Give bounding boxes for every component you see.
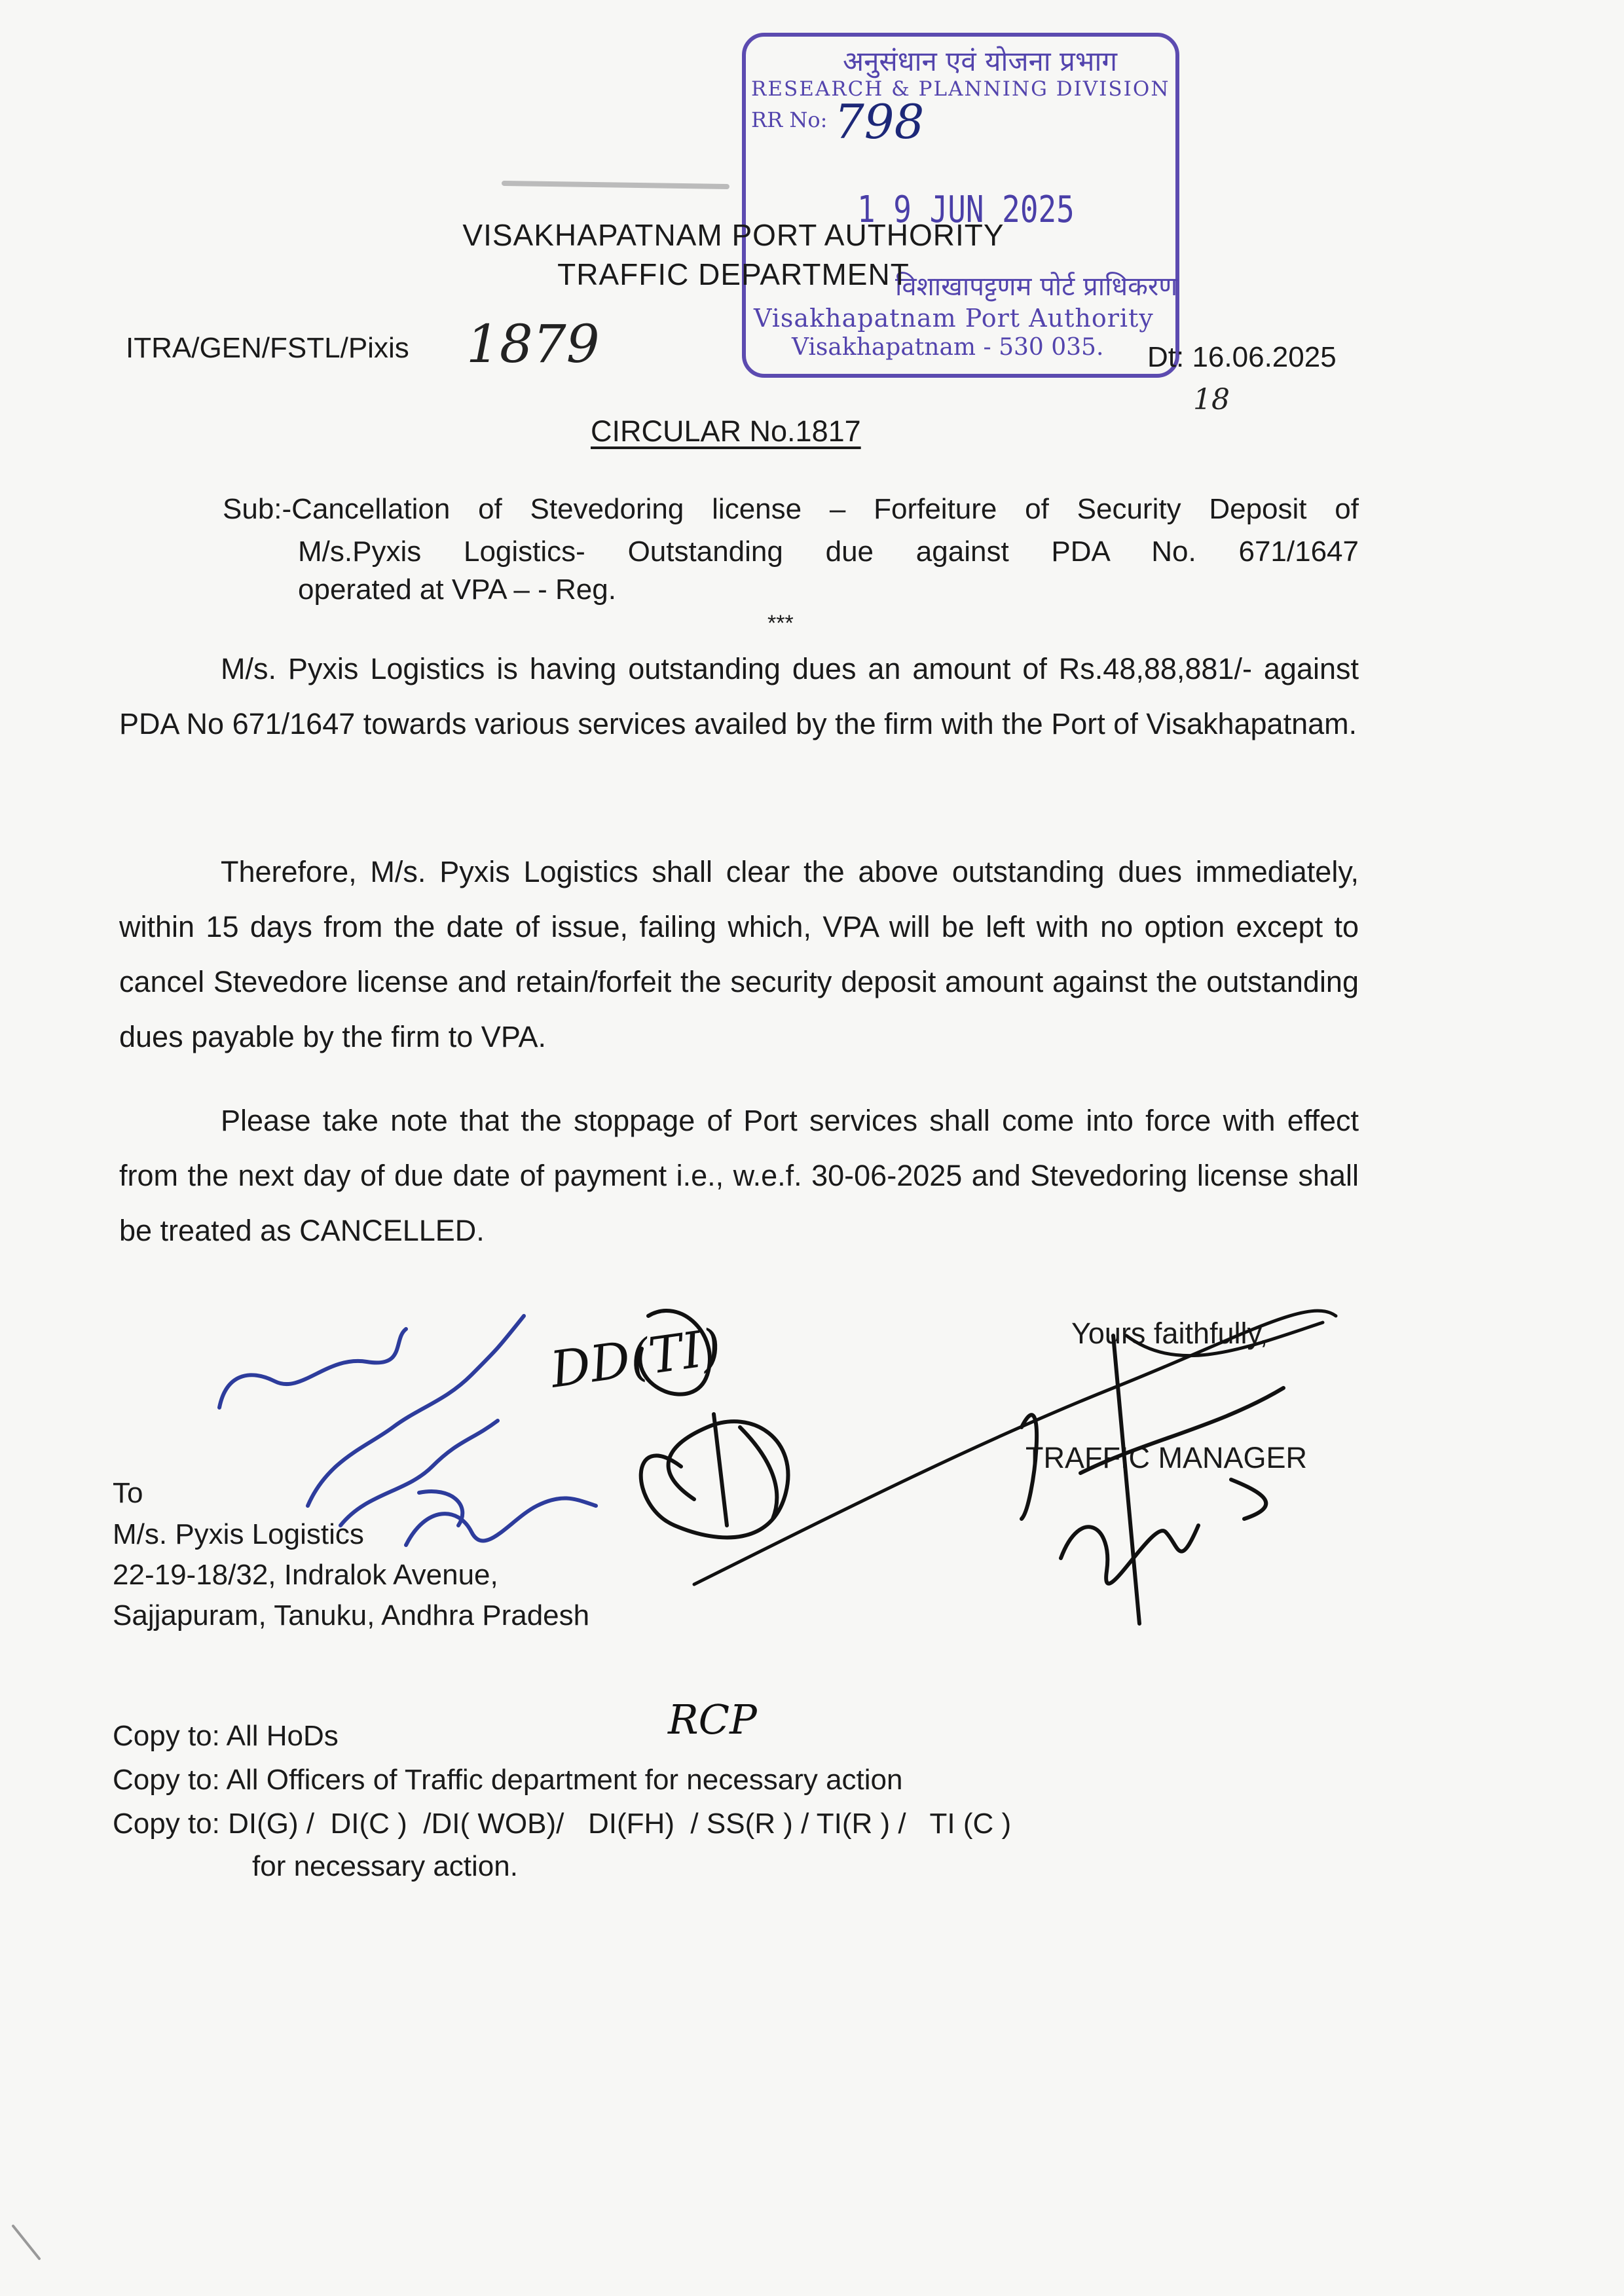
blue-remark-1 (219, 1329, 406, 1408)
to-label: To (113, 1477, 143, 1509)
closing-salutation: Yours faithfully, (1071, 1317, 1268, 1350)
signatory-designation: TRAFFIC MANAGER (1025, 1441, 1308, 1474)
paragraph-outstanding-dues: M/s. Pyxis Logistics is having outstanding dues an amount of Rs.48,88,881/- against PDA No 671/1647 towards various services availed by the firm with the Port of Visakhapatnam. (119, 652, 1359, 740)
addressee-name: M/s. Pyxis Logistics (113, 1518, 364, 1550)
blue-remark-4 (406, 1498, 596, 1545)
stamp-received-date: 1 9 JUN 2025 (857, 189, 1075, 231)
paragraph-clear-dues: Therefore, M/s. Pyxis Logistics shall clear the above outstanding dues immediately, within 15 days from the date of issue, failing which, VPA will be left with no option except to cancel Stevedore license and retain/forfeit the security deposit amount against the outstanding dues payable by the firm to VPA. (119, 855, 1359, 1053)
blue-remark-3 (341, 1421, 498, 1525)
stamp-authority-line: Visakhapatnam Port Authority (754, 304, 1154, 333)
circular-date (1147, 340, 1337, 375)
addressee-address-2: Sajjapuram, Tanuku, Andhra Pradesh (113, 1599, 590, 1631)
addressee-address-1: 22-19-18/32, Indralok Avenue, (113, 1559, 498, 1591)
corner-mark (13, 2226, 39, 2259)
stamp-rr-number: 798 (834, 94, 925, 149)
organization-heading: VISAKHAPATNAM PORT AUTHORITY (462, 218, 1005, 252)
copy-to-hods: Copy to: All HoDs (113, 1720, 339, 1752)
subject-line-2: M/s.Pyxis Logistics- Outstanding due against PDA No. 671/1647 (298, 536, 1359, 568)
separator: *** (767, 611, 794, 636)
file-reference: ITRA/GEN/FSTL/Pixis (126, 332, 409, 364)
stamp-division-line: RESEARCH & PLANNING DIVISION (751, 77, 1170, 101)
stamp-address-line: Visakhapatnam - 530 035. (792, 334, 1104, 361)
stamp-rr-label: RR No: (751, 107, 828, 132)
handwritten-rcp: RCP (668, 1696, 757, 1743)
handwritten-dd-note: DD(TI) (547, 1317, 725, 1399)
copy-to-divisions: Copy to: DI(G) / DI(C ) /DI( WOB)/ DI(FH) / SS(R ) / TI(R ) / TI (C ) (113, 1808, 1012, 1840)
top-margin-mark (504, 183, 727, 187)
initials-strokes (714, 1414, 777, 1525)
paragraph-stoppage-notice: Please take note that the stoppage of Port services shall come into force with effect from the next day of due date of payment i.e., w.e.f. 30-06-2025 and Stevedoring license shall be treated as CANCELLED. (119, 1104, 1359, 1247)
tm-signature (1022, 1336, 1283, 1624)
blue-remark-2 (308, 1316, 524, 1506)
date-day: 16 (1192, 341, 1225, 373)
stamp-hindi-authority: विशाखापट्टणम पोर्ट प्राधिकरण (895, 272, 1178, 302)
received-stamp (742, 33, 1179, 378)
copy-to-action-note: for necessary action. (252, 1850, 518, 1882)
subject-line-3: operated at VPA – - Reg. (298, 574, 616, 606)
initials-circle (641, 1421, 788, 1537)
handwritten-date-correction: 18 (1193, 383, 1230, 416)
stamp-hindi-line: अनुसंधान एवं योजना प्रभाग (843, 45, 1117, 77)
circular-title: CIRCULAR No.1817 (591, 414, 861, 448)
date-rest: .06.2025 (1224, 341, 1337, 373)
subject-line-1: Sub:-Cancellation of Stevedoring license – Forfeiture of Security Deposit of (223, 493, 1359, 525)
handwritten-file-number: 1879 (466, 314, 600, 374)
copy-to-traffic-officers: Copy to: All Officers of Traffic department for necessary action (113, 1764, 903, 1796)
blue-remark-5 (419, 1491, 462, 1525)
department-heading: TRAFFIC DEPARTMENT (557, 257, 910, 291)
date-label: Dt: (1147, 341, 1192, 373)
